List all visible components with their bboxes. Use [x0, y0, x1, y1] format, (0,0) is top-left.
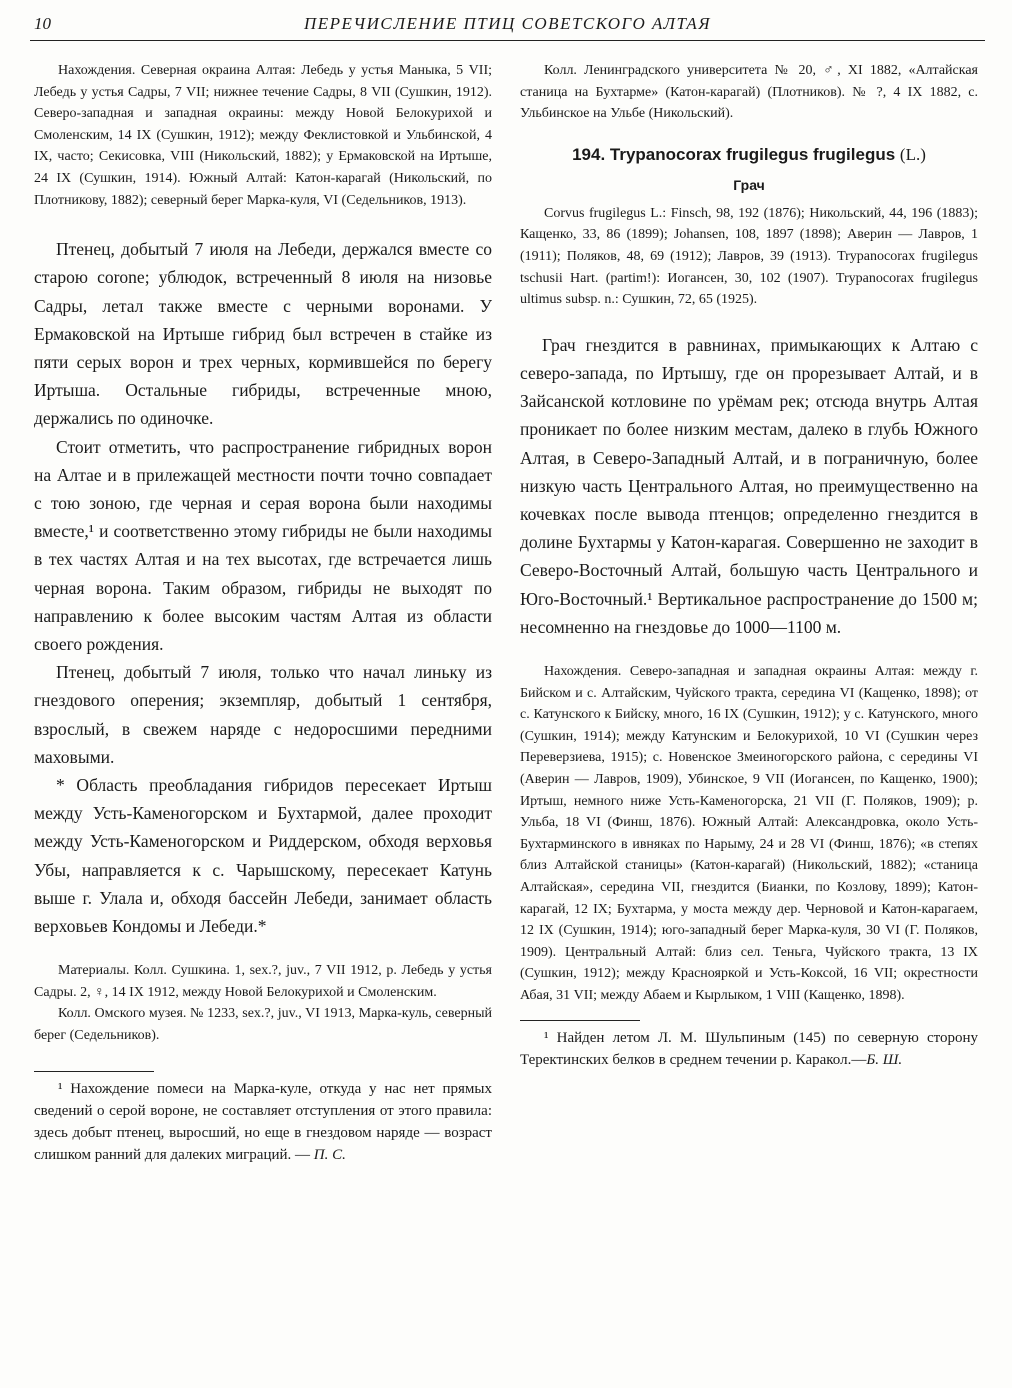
footnote-rule: [520, 1020, 640, 1021]
footnote: [34, 1078, 492, 1166]
left-column: [34, 60, 492, 1166]
museum-paragraph: Колл. Омского музея. № 1233, sex.?, juv., VI 1913, Марка-куль, северный берег (Седельников).: [34, 1006, 492, 1044]
species-heading: [520, 145, 978, 165]
running-title: ПЕРЕЧИСЛЕНИЕ ПТИЦ СОВЕТСКОГО АЛТАЯ: [303, 14, 711, 33]
page-number: 10: [34, 14, 51, 33]
collection-paragraph: Колл. Ленинградского университета № 20, ♂, XI 1882, «Алтайская станица на Бухтарме» (Катон-карагай) (Плотников). № ?, 4 IX 1882, с. Ульбинское на Ульбе (Никольский).: [520, 63, 978, 122]
body-paragraph: * Область преобладания гибридов пересекает Иртыш между Усть-Каменогорском и Бухтармой, далее проходит между Усть-Каменогорском и Риддерском, обходя верховья Убы, направляется к с. Чарышскому, пересекает Катунь выше г. Улала и, обходя бассейн Лебеди, занимает область верховьев Кондомы и Лебеди.*: [34, 775, 492, 937]
species-common-name: Грач: [733, 176, 765, 193]
body-paragraph: Птенец, добытый 7 июля, только что начал линьку из гнездового оперения; экземпляр, добытый 1 сентября, взрослый, в свежем наряде с недоросшими передними маховыми.: [34, 662, 492, 767]
footnote-rule: [34, 1071, 154, 1072]
footnote: [520, 1027, 978, 1071]
body-paragraph: Грач гнездится в равнинах, примыкающих к Алтаю с северо-запада, по Иртышу, где он прорезывает Алтай, и в Зайсанской котловине по урёмам рек; отсюда внутрь Алтая проникает по более низким местам, далеко в глубь Южного Алтая, в Северо-Западный Алтай, и в пограничную, более низкую часть Центрального Алтая, но преимущественно на кочевках после вывода птенцов; определенно гнездится в долине Бухтармы у Катон-карагая. Совершенно не заходит в Северо-Восточный Алтай, большую часть Центрального и Юго-Восточный.¹ Вертикальное распространение до 1500 м; несомненно на гнездовье до 1000—1100 м.: [520, 334, 978, 637]
materials-paragraph: Материалы. Колл. Сушкина. 1, sex.?, juv., 7 VII 1912, р. Лебедь у устья Садры. 2, ♀, 14 IX 1912, между Новой Белокурихой и Смоленским.: [34, 963, 492, 1000]
body-paragraph: Стоит отметить, что распространение гибридных ворон на Алтае и в прилежащей местности почти точно совпадает с тою зоною, где черная и серая ворона были находимы вместе,¹ и соответственно этому гибриды не были находимы в тех частях Алтая и на тех высотах, где встречается лишь черная ворона. Таким образом, гибриды не выходят по направлению к более высоким частям Алтая из области своего рождения.: [34, 436, 492, 654]
species-author: (L.): [899, 144, 926, 164]
footnote-text: ¹ Найден летом Л. М. Шульпиным (145) по северную сторону Теректинских белков в среднем течении р. Каракол.—: [520, 1030, 978, 1069]
body-paragraph: Птенец, добытый 7 июля на Лебеди, держался вместе со старою corone; ублюдок, встреченный 8 июля на низовье Садры, летал также вместе с черными воронами. У Ермаковской на Иртыше гибрид был встречен в стайке из пяти серых ворон и трех черных, кормившейся по берегу Иртыша. Остальные гибриды, встреченные мною, держались по одиночке.: [34, 239, 492, 429]
footnote-text: ¹ Нахождение помеси на Марка-куле, откуда у нас нет прямых сведений о серой вороне, не составляет отступления от этого правила: здесь добыт птенец, выросший, но еще в гнездовом наряде — возраст слишком ранний для далеких миграций. —: [34, 1080, 492, 1163]
synonymy-paragraph: Corvus frugilegus L.: Finsch, 98, 192 (1876); Никольский, 44, 196 (1883); Кащенко, 33, 86 (1899); Johansen, 108, 1897 (1898); Аверин — Лавров, 1 (1911); Поляков, 48, 69 (1912); Лавров, 39 (1913). Trypanocorax frugilegus tschusii Hart. (partim!): Иогансен, 30, 102 (1907). Trypanocorax frugilegus ultimus subsp. n.: Сушкин, 72, 65 (1925).: [520, 205, 978, 308]
footnote-signature: П. С.: [313, 1146, 346, 1163]
findings-paragraph: Нахождения. Северо-западная и западная окраины Алтая: между г. Бийском и с. Алтайским, Чуйского тракта, середина VI (Кащенко, 1898); от с. Катунского к Бийску, много, 16 IX (Сушкин, 1912); у с. Катунского, много (Сушкин, 1914); между Катунским и Белокурихой, 10 VI (Сушкин через Переверзиева, 1915); с. Новенское Змеиногорского района, с середины VI (Аверин — Лавров, 1909), Убинское, 9 VII (Иогансен, по Кащенко, 1900); Иртыш, немного ниже Усть-Каменогорска, 21 VII (Г. Поляков, 1909); р. Ульба, 18 VI (Финш, 1876). Южный Алтай: Александровка, около Усть-Бухтарминского в ивняках по Нарыму, 24 и 28 VI (Финш, 1876); «в степях близ Алтайской станицы» (Катон-карагай) (Никольский, 1882); «станица Алтайская», середина VII, гнездится (Бианки, по Козлову, 1899); Катон-карагай, 12 IX; Бухтарма, у моста между дер. Черновой и Катон-карагаем, 12 IX (Сушкин, 1914); юго-западный берег Марка-куля, 30 VI (Г. Поляков, 1909). Центральный Алтай: близ сел. Теньга, Чуйского тракта, 13 IX (Сушкин, 1912); между Краснояркой и Усть-Коксой, 16 VII; окрестности Абая, 31 VII; между Абаем и Кырлыком, 1 VIII (Кащенко, 1898).: [520, 663, 978, 1003]
species-name: 194. Trypanocorax frugilegus frugilegus: [572, 144, 896, 164]
findings-paragraph: Нахождения. Северная окраина Алтая: Лебедь у устья Маныка, 5 VII; Лебедь у устья Садры, 7 VII; нижнее течение Садры, 8 VII (Сушкин, 1912). Северо-западная и западная окраины: между Новой Белокурихой и Смоленским, 14 IX (Сушкин, 1912); между Феклистовкой и Ульбинской, 4 IX, часто; Секисовка, VIII (Никольский, 1882); у Ермаковской на Иртыше, 24 IX (Сушкин, 1914). Южный Алтай: Катон-карагай (Никольский, по Плотникову, 1882); северный берег Марка-куля, VI (Седельников, 1913).: [34, 63, 492, 208]
right-column: [520, 60, 978, 1071]
page-header: [30, 14, 985, 41]
footnote-signature: Б. Ш.: [866, 1052, 903, 1069]
